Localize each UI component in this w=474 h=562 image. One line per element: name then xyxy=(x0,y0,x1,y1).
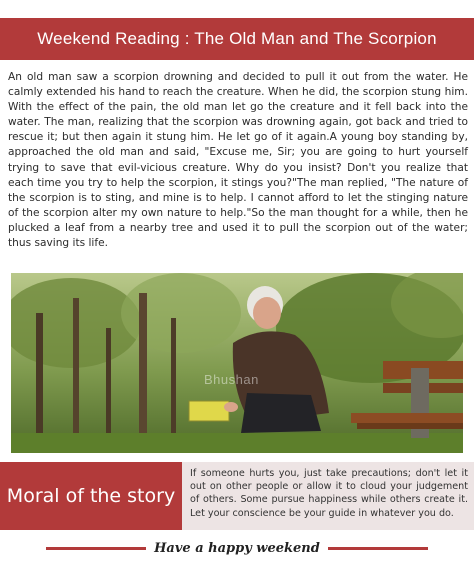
tree-trunk xyxy=(171,318,176,438)
bench-seat xyxy=(351,413,463,423)
man-trousers xyxy=(241,393,321,433)
moral-section xyxy=(0,462,474,530)
man-face xyxy=(253,297,281,329)
moral-label xyxy=(0,462,182,530)
footer xyxy=(0,538,474,558)
tree-trunk xyxy=(139,293,147,438)
grass xyxy=(11,433,463,453)
book xyxy=(189,401,229,421)
moral-label-text: Moral of the story xyxy=(6,485,176,507)
footer-divider-left xyxy=(46,547,146,550)
moral-text: If someone hurts you, just take precautions; don't let it out on other people or allow it to cloud your judgement of others. Some pursue happiness while others create it. Let your conscience be your guide in whatever you do. xyxy=(182,462,474,530)
photo-watermark: Bhushan xyxy=(204,372,259,387)
man-hand xyxy=(224,402,238,412)
page-title: Weekend Reading : The Old Man and The Scorpion xyxy=(37,29,437,48)
footer-tagline: Have a happy weekend xyxy=(154,540,320,556)
tree-trunk xyxy=(106,328,111,438)
park-bench-illustration xyxy=(11,273,463,453)
tree-trunk xyxy=(36,313,43,438)
footer-divider-right xyxy=(328,547,428,550)
tree-trunk xyxy=(73,298,79,438)
story-photo xyxy=(11,273,463,453)
title-banner xyxy=(0,18,474,60)
story-paragraph: An old man saw a scorpion drowning and decided to pull it out from the water. He calmly extended his hand to reach the creature. When he did, the scorpion stung him. With the effect of the pain, the old man let go the creature and it fell back into the water. The man, realizing that the scorpion was drowning again, got back and tried to rescue it; but then again it stung him. He let go of it again.A young boy standing by, approached the old man and said, "Excuse me, Sir; you are going to hurt yourself trying to save that evil-vicious creature. Why do you insist? Don't you realize that each time you try to help the scorpion, it stings you?"The man replied, "The nature of the scorpion is to sting, and mine is to help. I cannot afford to let the stinging nature of the scorpion alter my own nature to help."So the man thought for a while, then he plucked a leaf from a nearby tree and used it to pull the scorpion out of the water; thus saving its life. xyxy=(8,71,468,250)
